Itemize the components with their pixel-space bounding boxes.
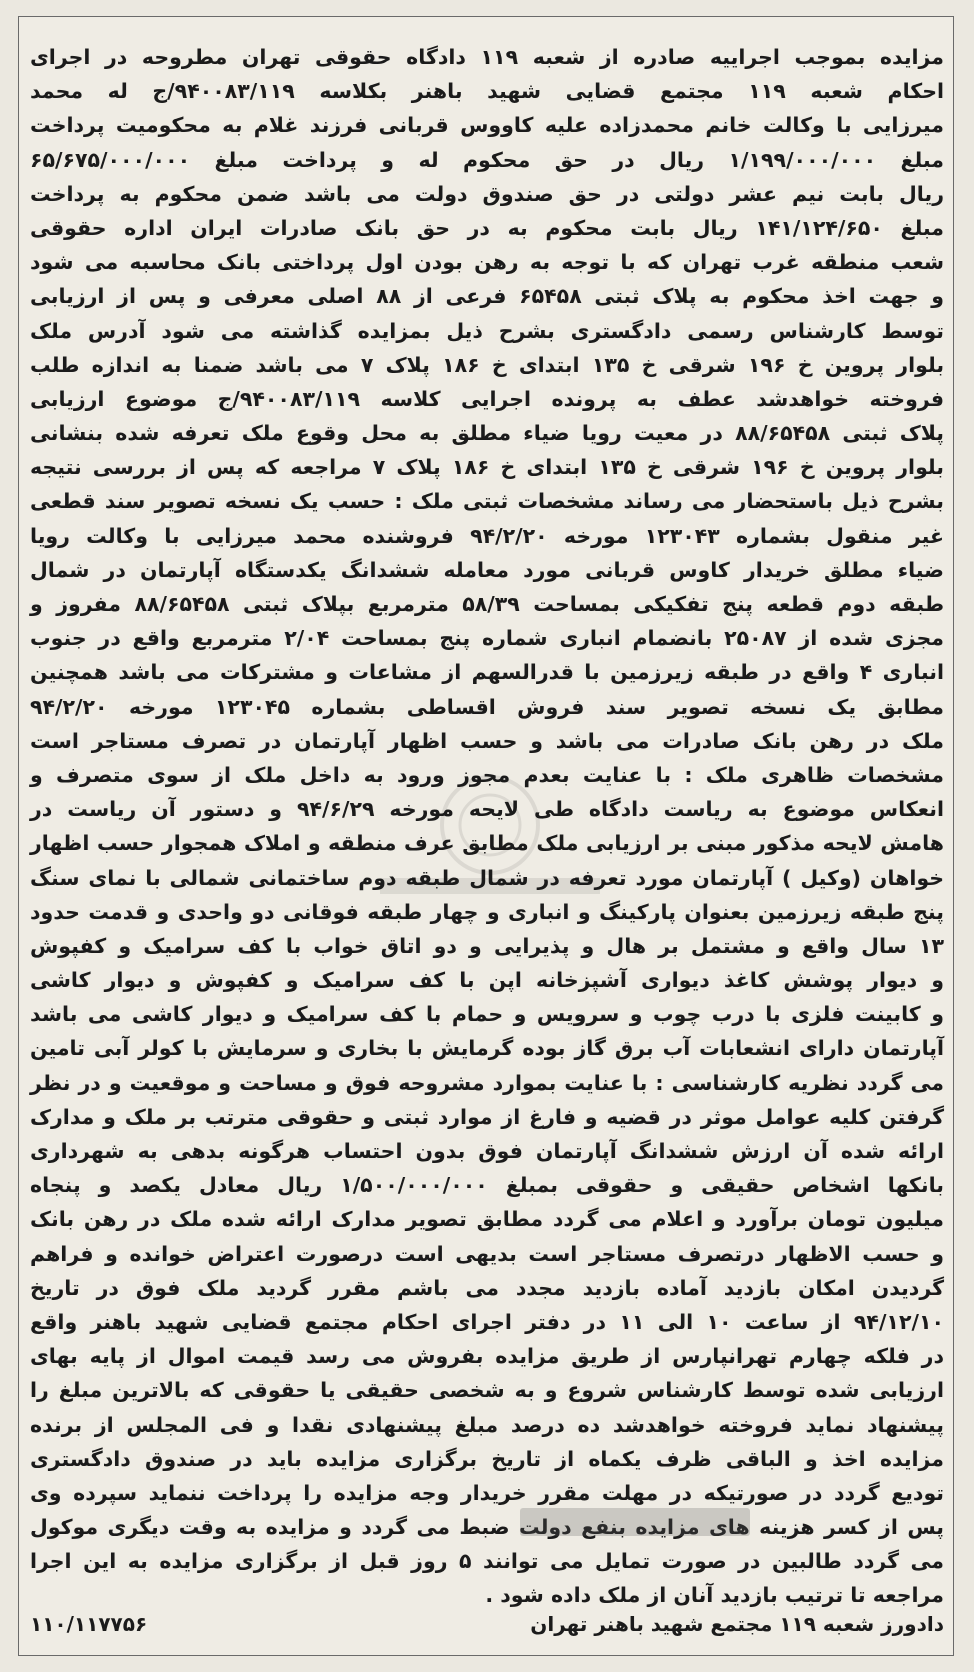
notice-line: خواهان (وکیل ) آپارتمان مورد تعرفه در شمال طبقه دوم ساختمانی شمالی با نمای سنگ — [30, 865, 944, 890]
notice-line: توسط کارشناس رسمی دادگستری بشرح ذیل بمزایده گذاشته می شود آدرس ملک — [30, 318, 944, 343]
notice-line: و دیوار پوشش کاغذ دیواری آشپزخانه اپن با کف سرامیک و کفپوش و دیوار کاشی — [30, 968, 944, 993]
notice-line: بانکها اشخاص حقیقی و حقوقی بمبلغ ۱/۵۰۰/۰۰۰/۰۰۰ ریال معادل یکصد و پنجاه — [30, 1173, 944, 1198]
notice-line: می گردد نظریه کارشناسی : با عنایت بموارد مشروحه فوق و مساحت و موقعیت و در نظر — [30, 1070, 944, 1095]
notice-line: مزایده بموجب اجراییه صادره از شعبه ۱۱۹ دادگاه حقوقی تهران مطروحه در اجرای — [30, 45, 944, 69]
notice-line: احکام شعبه ۱۱۹ مجتمع قضایی شهید باهنر بکلاسه ۹۴۰۰۸۳/۱۱۹/ج له محمد — [30, 79, 945, 104]
notice-line: ۱۳ سال واقع و مشتمل بر هال و پذیرایی و دو اتاق خواب با کف سرامیک و کفپوش — [30, 933, 944, 958]
notice-line: انعکاس موضوع به ریاست دادگاه طی لایحه مورخه ۹۴/۶/۲۹ و دستور آن ریاست در — [30, 797, 944, 822]
notice-line: انباری ۴ واقع در طبقه زیرزمین با قدرالسهم از مشاعات و مشترکات می باشد همچنین — [30, 660, 944, 685]
notice-line: ضیاء مطلق خریدار کاوس قربانی مورد معامله ششدانگ یکدستگاه آپارتمان در شمال — [30, 557, 944, 582]
notice-line: مبلغ ۱/۱۹۹/۰۰۰/۰۰۰ ریال در حق محکوم له و پرداخت مبلغ ۶۵/۶۷۵/۰۰۰/۰۰۰ — [30, 147, 944, 172]
ink-smudge — [520, 1508, 750, 1536]
notice-line: طبقه دوم قطعه پنج تفکیکی بمساحت ۵۸/۳۹ مترمربع بپلاک ثبتی ۸۸/۶۵۴۵۸ مفروز و — [30, 592, 945, 616]
notice-line: و کابینت فلزی با درب چوب و سرویس و حمام با کف سرامیک و دیوار کاشی می باشد — [30, 1002, 944, 1027]
notice-line: بشرح ذیل باستحضار می رساند مشخصات ثبتی ملک : حسب یک نسخه تصویر سند قطعی — [30, 489, 944, 514]
notice-line: هامش لایحه مذکور مبنی بر ارزیابی ملک مطابق عرف منطقه و املاک همجوار حسب اظهار — [30, 831, 944, 856]
notice-line: ارزیابی شده توسط کارشناس شروع و به شخصی حقیقی یا حقوقی که بالاترین مبلغ را — [30, 1378, 944, 1403]
notice-line: و جهت اخذ محکوم به پلاک ثبتی ۶۵۴۵۸ فرعی از ۸۸ اصلی معرفی و پس از ارزیابی — [30, 284, 944, 309]
notice-line: تودیع گردد در صورتیکه در مهلت مقرر خریدار وجه مزایده را پرداخت ننماید سپرده وی — [30, 1480, 944, 1505]
notice-line: در فلکه چهارم تهرانپارس از طریق مزایده بفروش می رسد قیمت اموال از پایه بهای — [30, 1344, 944, 1369]
notice-line: مشخصات ظاهری ملک : با عنایت بعدم مجوز ورود به داخل ملک از سوی متصرف و — [30, 762, 944, 787]
notice-line: و حسب الاظهار درتصرف مستاجر است بدیهی است درصورت اعتراض خوانده و فراهم — [30, 1241, 944, 1266]
notice-line: گردیدن امکان بازدید آماده بازدید مجدد می باشم مقرر گردید ملک فوق در تاریخ — [30, 1275, 944, 1300]
notice-line: مراجعه تا ترتیب بازدید آنان از ملک داده شود . — [485, 1583, 944, 1608]
notice-line: پس از کسر هزینه های مزایده بنفع دولت ضبط می گردد و مزایده به وقت دیگری موکول — [30, 1515, 944, 1540]
notice-line: شعب منطقه غرب تهران که با توجه به رهن بودن اول پرداختی بانک محاسبه می شود — [30, 250, 944, 275]
notice-line: میرزایی با وکالت خانم محمدزاده علیه کاووس قربانی فرزند غلام به محکومیت پرداخت — [30, 113, 944, 138]
notice-line: می گردد طالبین در صورت تمایل می توانند ۵ روز قبل از برگزاری مزایده به این اجرا — [30, 1549, 944, 1574]
notice-line: بلوار پروین خ ۱۹۶ شرقی خ ۱۳۵ ابتدای خ ۱۸۶ پلاک ۷ می باشد ضمنا به اندازه طلب — [30, 352, 945, 377]
notice-line: بلوار پروین خ ۱۹۶ شرقی خ ۱۳۵ ابتدای خ ۱۸۶ پلاک ۷ مراجعه که پس از بررسی نتیجه — [30, 455, 944, 480]
notice-line: مبلغ ۱۴۱/۱۲۴/۶۵۰ ریال بابت محکوم به در حق بانک صادرات ایران اداره حقوقی — [30, 215, 944, 240]
notice-footer — [30, 1604, 944, 1644]
auction-notice-text — [30, 40, 945, 1608]
notice-line: ریال بابت نیم عشر دولتی در حق صندوق دولت می باشد ضمن محکوم به پرداخت — [30, 181, 944, 206]
notice-line: غیر منقول بشماره ۱۲۳۰۴۳ مورخه ۹۴/۲/۲۰ فروشنده محمد میرزایی با وکالت رویا — [30, 523, 944, 548]
notice-line: مطابق یک نسخه تصویر سند فروش اقساطی بشماره ۱۲۳۰۴۵ مورخه ۹۴/۲/۲۰ — [30, 694, 944, 719]
notice-line: فروخته خواهدشد عطف به پرونده اجرایی کلاسه ۹۴۰۰۸۳/۱۱۹/ج موضوع ارزیابی — [30, 386, 944, 411]
notice-line: آپارتمان دارای انشعابات آب برق گاز بوده گرمایش با بخاری و سرمایش با کولر آبی تامین — [30, 1036, 944, 1061]
notice-line: مجزی شده از ۲۵۰۸۷ بانضمام انباری شماره پنج بمساحت ۲/۰۴ مترمربع واقع در جنوب — [30, 626, 945, 651]
reference-number: ۱۱۰/۱۱۷۷۵۶ — [30, 1612, 148, 1636]
notice-line: پیشنهاد نماید فروخته خواهدشد ده درصد مبلغ پیشنهادی نقدا و فی المجلس از برنده — [30, 1412, 944, 1437]
issuer-signature: دادورز شعبه ۱۱۹ مجتمع شهید باهنر تهران — [530, 1612, 944, 1636]
notice-line: پنج طبقه زیرزمین بعنوان پارکینگ و انباری و چهار طبقه فوقانی دو واحدی و قدمت حدود — [30, 899, 944, 924]
notice-line: ملک در رهن بانک صادرات می باشد و حسب اظهار آپارتمان در تصرف مستاجر است — [30, 728, 944, 753]
notice-line: گرفتن کلیه عوامل موثر در قضیه و فارغ از موارد ثبتی و حقوقی مترتب بر ملک و مدارک — [30, 1104, 944, 1129]
notice-line: پلاک ثبتی ۸۸/۶۵۴۵۸ در معیت رویا ضیاء مطلق به محل وقوع ملک تعرفه شده بنشانی — [30, 421, 945, 446]
notice-line: مزایده اخذ و الباقی ظرف یکماه از تاریخ برگزاری مزایده باید در صندوق دادگستری — [30, 1446, 944, 1471]
notice-line: ارائه شده آن ارزش ششدانگ آپارتمان فوق بدون احتساب هرگونه بدهی به شهرداری — [30, 1139, 944, 1163]
notice-line: ۹۴/۱۲/۱۰ از ساعت ۱۰ الی ۱۱ در دفتر اجرای احکام مجتمع قضایی شهید باهنر واقع — [30, 1309, 944, 1334]
notice-line: میلیون تومان برآورد و اعلام می گردد مطابق تصویر مدارک ارائه شده ملک در رهن بانک — [30, 1207, 944, 1232]
